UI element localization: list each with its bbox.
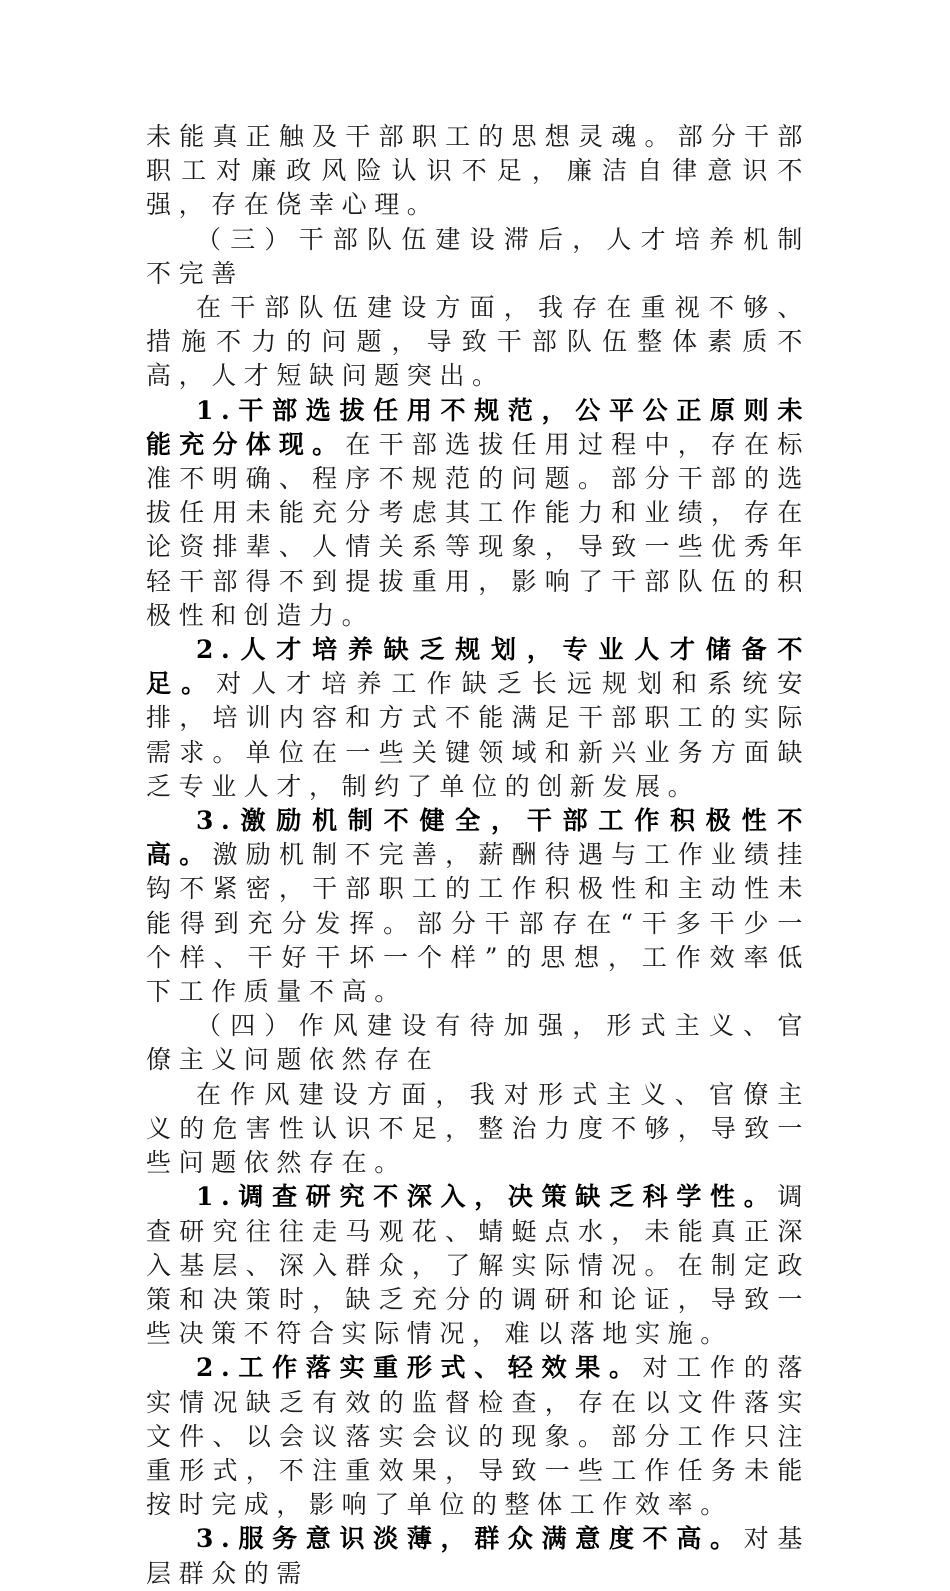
item-title: 3.激励机制不健全，干部工作积极性不高。 <box>146 806 810 870</box>
list-item-4-1 <box>146 1180 810 1351</box>
paragraph-intro-4 <box>146 1078 810 1181</box>
paragraph-text: 未能真正触及干部职工的思想灵魂。部分干部职工对廉政风险认识不足，廉洁自律意识不强，存在侥幸心理。 <box>146 122 810 220</box>
item-text: 对人才培养工作缺乏长远规划和系统安排，培训内容和方式不能满足干部职工的实际需求。单位在一些关键领域和新兴业务方面缺乏专业人才，制约了单位的创新发展。 <box>146 669 810 801</box>
list-item-3-1 <box>146 394 810 633</box>
item-text: 在干部选拔任用过程中，存在标准不明确、程序不规范的问题。部分干部的选拔任用未能充分考虑其工作能力和业绩，存在论资排辈、人情关系等现象，导致一些优秀年轻干部得不到提拔重用，影响了干部队伍的积极性和创造力。 <box>146 429 810 630</box>
item-text: 激励机制不完善，薪酬待遇与工作业绩挂钩不紧密，干部职工的工作积极性和主动性未能得到充分发挥。部分干部存在“干多干少一个样、干好干坏一个样”的思想，工作效率低下工作质量不高。 <box>146 840 810 1007</box>
section-heading-3 <box>146 223 810 291</box>
list-item-4-2 <box>146 1351 810 1522</box>
paragraph-intro-3 <box>146 291 810 394</box>
item-title: 2.工作落实重形式、轻效果。 <box>196 1353 643 1383</box>
item-title: 3.服务意识淡薄，群众满意度不高。 <box>196 1524 744 1554</box>
heading-text: （四）作风建设有待加强，形式主义、官僚主义问题依然存在 <box>146 1011 810 1075</box>
document-page <box>146 120 810 1591</box>
list-item-4-3 <box>146 1522 810 1590</box>
item-title: 1.调查研究不深入，决策缺乏科学性。 <box>196 1182 778 1212</box>
paragraph-continuation <box>146 120 810 223</box>
paragraph-text: 在作风建设方面，我对形式主义、官僚主义的危害性认识不足，整治力度不够，导致一些问题依然存在。 <box>146 1079 810 1178</box>
section-heading-4 <box>146 1009 810 1077</box>
list-item-3-2 <box>146 633 810 804</box>
list-item-3-3 <box>146 804 810 1009</box>
item-text: 对工作的落实情况缺乏有效的监督检查，存在以文件落实文件、以会议落实会议的现象。部分工作只注重形式，不注重效果，导致一些工作任务未能按时完成，影响了单位的整体工作效率。 <box>146 1353 810 1520</box>
item-text: 对基层群众的需 <box>146 1524 810 1588</box>
item-title: 1.干部选拔任用不规范，公平公正原则未能充分体现。 <box>146 395 810 459</box>
paragraph-text: 在干部队伍建设方面，我存在重视不够、措施不力的问题，导致干部队伍整体素质不高，人才短缺问题突出。 <box>146 293 810 391</box>
item-text: 调查研究往往走马观花、蜻蜓点水，未能真正深入基层、深入群众，了解实际情况。在制定政策和决策时，缺乏充分的调研和论证，导致一些决策不符合实际情况，难以落地实施。 <box>146 1182 810 1349</box>
heading-text: （三）干部队伍建设滞后，人才培养机制不完善 <box>146 224 810 288</box>
item-title: 2.人才培养缺乏规划，专业人才储备不足。 <box>146 635 810 699</box>
